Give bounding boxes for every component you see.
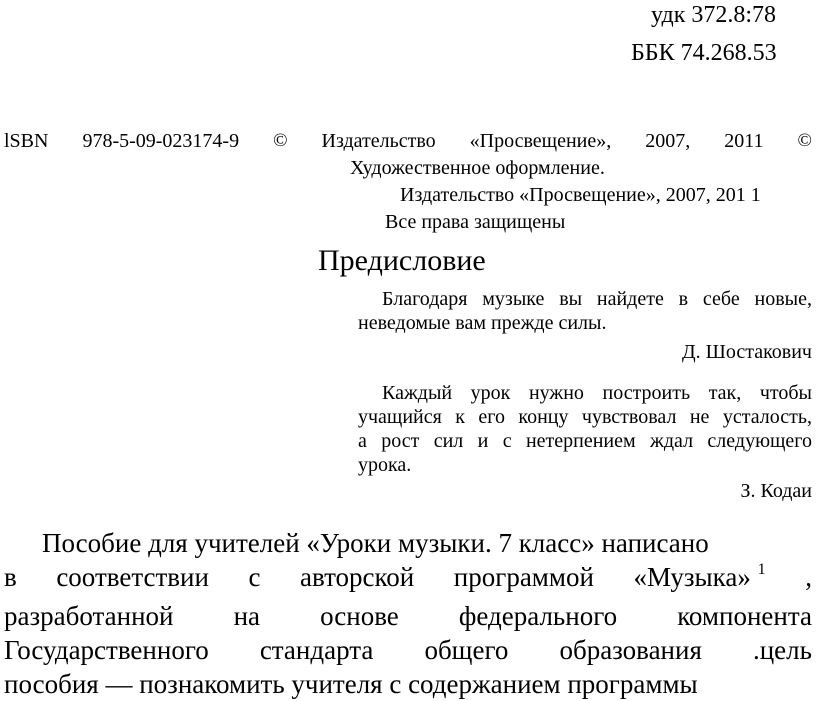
isbn-number: 978-5-09-023174-9 xyxy=(82,130,240,152)
body-word: программой xyxy=(453,562,594,592)
publisher-word: Издательство xyxy=(321,130,436,152)
footnote-marker[interactable]: 1 xyxy=(757,561,766,578)
body-word: в xyxy=(4,562,17,592)
body-line xyxy=(4,633,812,667)
body-word: «Музыка» xyxy=(633,562,751,592)
body-paragraph xyxy=(4,526,812,701)
body-word: федерального xyxy=(458,601,618,631)
body-word xyxy=(634,560,766,599)
body-line xyxy=(4,526,812,560)
isbn-label: lSBN xyxy=(4,130,49,152)
epigraph-1-author: Д. Шостакович xyxy=(682,341,812,363)
body-line xyxy=(4,599,812,633)
year-2011: 2011 xyxy=(724,130,764,152)
body-line xyxy=(4,560,812,599)
year-2007: 2007, xyxy=(645,130,691,152)
epigraph-2-line: Каждый урок нужно построить так, чтобы xyxy=(382,382,812,404)
copyright-symbol-2: © xyxy=(797,130,812,151)
epigraph-1-line: неведомые вам прежде силы. xyxy=(358,312,607,334)
body-punct: , xyxy=(805,562,812,592)
body-word: .цель xyxy=(752,635,812,665)
bbk-code: ББК 74.268.53 xyxy=(631,40,777,66)
isbn-line xyxy=(4,130,812,153)
publisher-line: Издательство «Просвещение», 2007, 201 1 xyxy=(400,184,761,206)
body-word: с xyxy=(248,562,261,592)
copyright-symbol: © xyxy=(273,130,288,151)
epigraph-1 xyxy=(358,287,812,335)
body-line xyxy=(4,667,812,701)
art-design-line: Художественное оформление. xyxy=(350,157,605,179)
publisher-name: «Просвещение», xyxy=(469,130,612,152)
epigraph-2 xyxy=(358,381,812,477)
udk-code: удк 372.8:78 xyxy=(651,2,777,28)
preface-title: Предисловие xyxy=(318,244,486,277)
body-word: на xyxy=(233,601,261,631)
body-word: образования xyxy=(559,635,702,665)
epigraph-2-author: З. Кодаи xyxy=(740,480,812,502)
epigraph-2-line: урока. xyxy=(358,454,412,476)
body-word: Государственного xyxy=(4,635,209,665)
epigraph-2-line: а рост сил и с нетерпением ждал следующего xyxy=(358,430,812,452)
body-word: авторской xyxy=(300,562,415,592)
epigraph-1-line: Благодаря музыке вы найдете в себе новые, xyxy=(382,288,812,310)
body-word: соответствии xyxy=(56,562,209,592)
body-word: общего xyxy=(424,635,509,665)
body-word: основе xyxy=(320,601,399,631)
body-line-text: пособия — познакомить учителя с содержанием программы xyxy=(4,669,698,699)
body-line-text: Пособие для учителей «Уроки музыки. 7 класс» написано xyxy=(42,528,709,558)
rights-reserved: Все права защищены xyxy=(385,211,566,233)
body-word: компонента xyxy=(677,601,812,631)
epigraph-2-line: учащийся к его концу чувствовал не усталость, xyxy=(358,406,812,428)
body-word: разработанной xyxy=(4,601,174,631)
body-word: стандарта xyxy=(259,635,374,665)
